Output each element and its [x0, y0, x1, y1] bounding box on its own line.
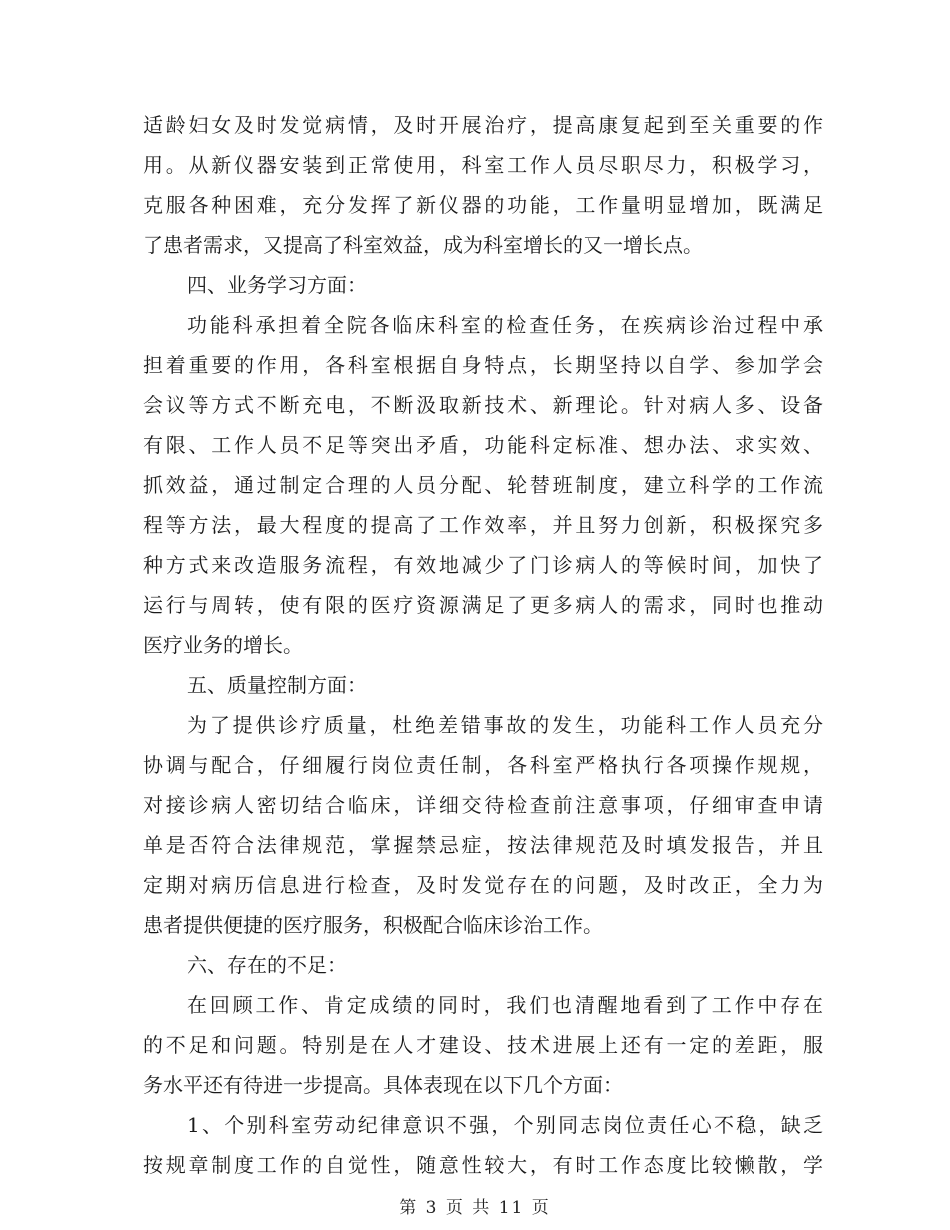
section-heading: 四、业务学习方面：	[187, 273, 367, 297]
list-item-line: 1、个别科室劳动纪律意识不强，个别同志岗位责任心不稳，缺乏	[187, 1113, 823, 1137]
text-line: 用。从新仪器安装到正常使用，科室工作人员尽职尽力，积极学习，	[143, 153, 823, 177]
text-line: 单是否符合法律规范，掌握禁忌症，按法律规范及时填发报告，并且	[143, 833, 823, 857]
text-line: 会议等方式不断充电，不断汲取新技术、新理论。针对病人多、设备	[143, 393, 823, 417]
page-number-footer: 第 3 页 共 11 页	[399, 1198, 551, 1218]
text-line: 在回顾工作、肯定成绩的同时，我们也清醒地看到了工作中存在	[187, 993, 823, 1017]
text-line: 协调与配合，仔细履行岗位责任制，各科室严格执行各项操作规规，	[143, 753, 823, 777]
text-line: 为了提供诊疗质量，杜绝差错事故的发生，功能科工作人员充分	[187, 713, 823, 737]
text-line: 务水平还有待进一步提高。具体表现在以下几个方面：	[143, 1073, 623, 1097]
text-line: 医疗业务的增长。	[143, 633, 303, 657]
text-line: 定期对病历信息进行检查，及时发觉存在的问题，及时改正，全力为	[143, 873, 823, 897]
section-heading: 六、存在的不足：	[187, 953, 347, 977]
section-heading: 五、质量控制方面：	[187, 673, 367, 697]
text-line: 功能科承担着全院各临床科室的检查任务，在疾病诊治过程中承	[187, 313, 823, 337]
text-line: 克服各种困难，充分发挥了新仪器的功能，工作量明显增加，既满足	[143, 193, 823, 217]
text-line: 对接诊病人密切结合临床，详细交待检查前注意事项，仔细审查申请	[143, 793, 823, 817]
text-line: 患者提供便捷的医疗服务，积极配合临床诊治工作。	[143, 913, 603, 937]
text-line: 的不足和问题。特别是在人才建设、技术进展上还有一定的差距，服	[143, 1033, 823, 1057]
text-line: 抓效益，通过制定合理的人员分配、轮替班制度，建立科学的工作流	[143, 473, 823, 497]
text-line: 了患者需求，又提高了科室效益，成为科室增长的又一增长点。	[143, 233, 703, 257]
text-line: 担着重要的作用，各科室根据自身特点，长期坚持以自学、参加学会	[143, 353, 823, 377]
text-line: 运行与周转，使有限的医疗资源满足了更多病人的需求，同时也推动	[143, 593, 823, 617]
text-line: 适龄妇女及时发觉病情，及时开展治疗，提高康复起到至关重要的作	[143, 113, 823, 137]
text-line: 种方式来改造服务流程，有效地减少了门诊病人的等候时间，加快了	[143, 553, 823, 577]
text-line: 有限、工作人员不足等突出矛盾，功能科定标准、想办法、求实效、	[143, 433, 823, 457]
text-line: 按规章制度工作的自觉性，随意性较大，有时工作态度比较懒散，学	[143, 1153, 823, 1177]
text-line: 程等方法，最大程度的提高了工作效率，并且努力创新，积极探究多	[143, 513, 823, 537]
